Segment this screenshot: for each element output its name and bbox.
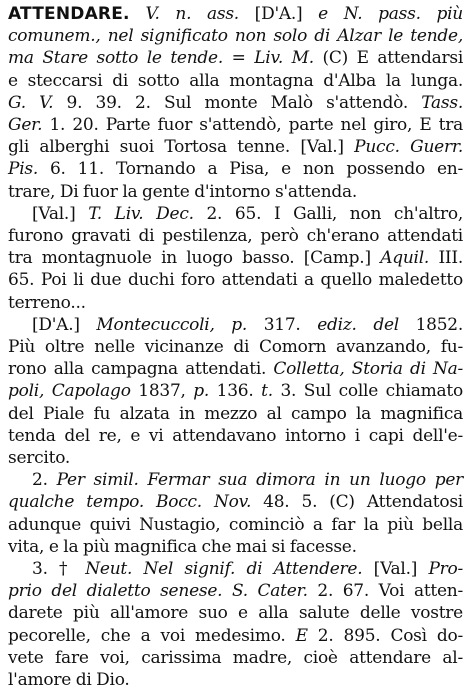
entry-line <box>8 136 463 158</box>
entry-line <box>8 358 463 380</box>
text-run: 48. 5. (C) Attendatosi <box>251 492 463 513</box>
italic-text: Pis. <box>8 159 39 180</box>
entry-line <box>8 269 463 291</box>
text-run: III. <box>429 248 463 269</box>
text-run <box>130 4 146 24</box>
entry-line <box>8 536 463 558</box>
entry-line <box>8 203 463 225</box>
italic-text: Neut. Nel signif. di Attendere. <box>85 559 363 580</box>
entry-line <box>8 380 463 402</box>
italic-text: prio del dialetto senese. S. Cater. <box>8 581 308 602</box>
text-run: tenda del re, e vi attendavano intorno i capi dell'e- <box>8 425 463 446</box>
entry-line <box>8 580 463 602</box>
italic-text: e N. pass. più <box>318 4 464 24</box>
text-run: furono gravati di pestilenza, però ch'erano attendati <box>8 226 463 247</box>
entry-line <box>8 92 463 114</box>
entry-line <box>8 491 463 513</box>
entry-line <box>8 647 463 669</box>
text-run: 3. † <box>32 559 86 580</box>
italic-text: E <box>295 625 308 646</box>
italic-text: Pro- <box>428 559 464 580</box>
italic-text: t. <box>261 381 273 402</box>
italic-text: p. <box>193 381 210 402</box>
entry-line <box>8 625 463 647</box>
text-run: = <box>223 48 255 69</box>
entry-line <box>8 114 463 136</box>
text-run: 1837, <box>130 381 194 402</box>
entry-line <box>8 336 463 358</box>
text-run: tra montagnuole in luogo basso. [Camp.] <box>8 248 381 269</box>
text-run: pecorelle, che a voi medesimo. <box>8 625 296 646</box>
text-run: 317. <box>247 314 318 335</box>
entry-line <box>8 70 463 92</box>
entry-line <box>8 514 463 536</box>
entry-line <box>8 3 463 25</box>
italic-text: Montecuccoli, p. <box>96 314 248 335</box>
italic-text: T. Liv. Dec. <box>88 203 194 224</box>
text-run: e steccarsi di sotto alla montagna d'Alba la lunga. <box>8 70 463 91</box>
italic-text: poli, Capolago <box>8 381 131 402</box>
text-run: 2. 65. I Galli, non ch'altro, <box>193 203 463 224</box>
text-run: 1. 20. Parte fuor s'attendò, parte nel giro, E tra <box>42 115 463 136</box>
entry-line <box>8 181 463 203</box>
text-run: sercito. <box>8 448 71 469</box>
text-run: vete fare voi, carissima madre, cioè attendare al- <box>8 647 463 668</box>
text-run: l'amore di Dio. <box>8 670 130 691</box>
italic-text: Tass. <box>421 92 464 113</box>
italic-text: comunem., nel significato non solo di Alzar le tende, <box>8 26 463 47</box>
text-run: (C) E attendarsi <box>313 48 464 69</box>
text-run: Più oltre nelle vicinanze di Comorn avanzando, fu- <box>8 337 463 358</box>
text-run: 2. 67. Voi atten- <box>307 581 463 602</box>
entry-line <box>8 225 463 247</box>
text-run: 2. <box>32 470 57 491</box>
italic-text: ediz. del <box>317 314 399 335</box>
text-run: [Val.] <box>32 203 89 224</box>
text-run: 6. 11. Tornando a Pisa, e non possendo en- <box>38 159 463 180</box>
entry-line <box>8 158 463 180</box>
italic-text: Per simil. Fermar sua dimora in un luogo per <box>56 470 464 491</box>
entry-line <box>8 314 463 336</box>
entry-line <box>8 292 463 314</box>
text-run: 9. 39. 2. Sul monte Malò s'attendò. <box>53 92 422 113</box>
italic-text: Ger. <box>8 115 43 136</box>
italic-text: G. V. <box>8 92 54 113</box>
text-run: gli alberghi suoi Tortosa tenne. [Val.] <box>8 137 355 158</box>
text-run: trare, Di fuor la gente d'intorno s'attenda. <box>8 181 358 202</box>
entry-line <box>8 447 463 469</box>
text-run: vita, e la più magnifica che mai si facesse. <box>8 536 357 557</box>
italic-text: Pucc. Guerr. <box>354 137 463 158</box>
text-run: [D'A.] <box>238 4 319 24</box>
italic-text: V. n. ass. <box>145 4 239 24</box>
entry-line <box>8 425 463 447</box>
entry-line <box>8 669 463 691</box>
entry-line <box>8 25 463 47</box>
italic-text: Liv. M. <box>254 48 314 69</box>
entry-line <box>8 469 463 491</box>
text-run: rono alla campagna attendati. <box>8 359 274 380</box>
entry-line <box>8 558 463 580</box>
text-run: terreno... <box>8 292 86 313</box>
text-run: 1852. <box>398 314 464 335</box>
italic-text: ma Stare sotto le tende. <box>8 48 224 69</box>
dictionary-entry-attendare <box>8 3 463 691</box>
text-run: [D'A.] <box>32 314 97 335</box>
italic-text: Aquil. <box>380 248 430 269</box>
italic-text: qualche tempo. Bocc. Nov. <box>8 492 252 513</box>
entry-line <box>8 247 463 269</box>
entry-line <box>8 47 463 69</box>
text-run: 136. <box>209 381 262 402</box>
text-run: [Val.] <box>362 559 429 580</box>
text-run: 65. Poi li due duchi foro attendati a quello maledetto <box>8 270 463 291</box>
italic-text: Colletta, Storia di Na- <box>273 359 464 380</box>
entry-line <box>8 602 463 624</box>
text-run: adunque quivi Nustagio, cominciò a far la più bella <box>8 514 463 535</box>
headword: ATTENDARE. <box>8 4 130 24</box>
text-run: darete più all'amore suo e alla salute delle vostre <box>8 603 463 624</box>
text-run: del Piale fu alzata in mezzo al campo la magnifica <box>8 403 463 424</box>
text-run: 3. Sul colle chiamato <box>272 381 464 402</box>
text-run: 2. 895. Così do- <box>307 625 463 646</box>
entry-line <box>8 403 463 425</box>
